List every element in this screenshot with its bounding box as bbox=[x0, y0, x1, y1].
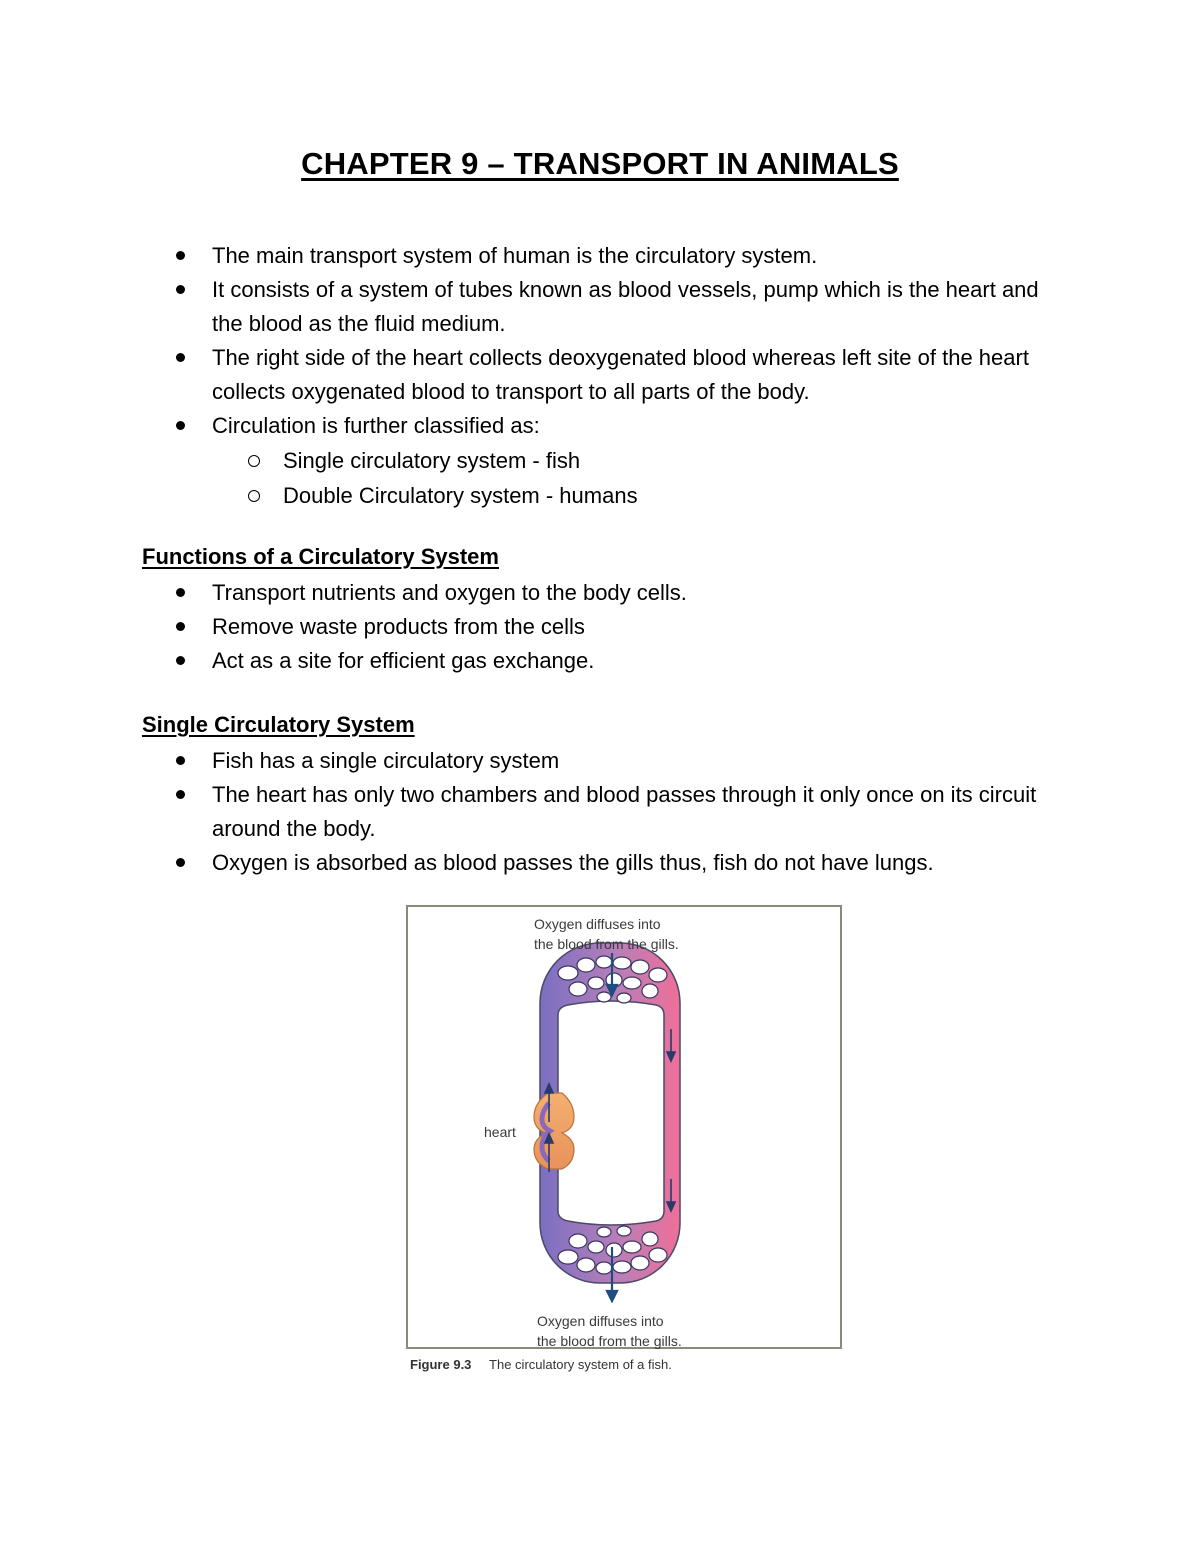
figure-top-label-line2: the blood from the gills. bbox=[534, 936, 679, 952]
figure-bottom-label-line2: the blood from the gills. bbox=[537, 1333, 682, 1349]
intro-bullet-list bbox=[0, 239, 1200, 513]
list-item: Fish has a single circulatory system bbox=[0, 744, 1200, 778]
list-item: The heart has only two chambers and blood passes through it only once on its circuit around the body. bbox=[0, 778, 1200, 846]
functions-bullet-list bbox=[0, 576, 1200, 678]
figure-caption-text: The circulatory system of a fish. bbox=[489, 1357, 672, 1372]
list-item: Remove waste products from the cells bbox=[0, 610, 1200, 644]
section-heading-functions: Functions of a Circulatory System bbox=[142, 544, 499, 569]
list-item: Act as a site for efficient gas exchange. bbox=[0, 644, 1200, 678]
list-item: The main transport system of human is the circulatory system. bbox=[0, 239, 1200, 273]
list-item: Transport nutrients and oxygen to the body cells. bbox=[0, 576, 1200, 610]
fish-circulation-diagram bbox=[408, 907, 844, 1351]
heart-label: heart bbox=[484, 1124, 516, 1140]
list-item-text: Circulation is further classified as: bbox=[212, 413, 540, 438]
fish-circulatory-figure bbox=[406, 905, 842, 1349]
sub-list-item: Double Circulatory system - humans bbox=[212, 478, 1060, 513]
list-item bbox=[0, 409, 1200, 513]
list-item: Oxygen is absorbed as blood passes the gills thus, fish do not have lungs. bbox=[0, 846, 1200, 880]
figure-caption-number: Figure 9.3 bbox=[410, 1357, 472, 1372]
list-item: The right side of the heart collects deoxygenated blood whereas left site of the heart collects oxygenated blood to transport to all parts of the body. bbox=[0, 341, 1200, 409]
section-heading-single-circulatory: Single Circulatory System bbox=[142, 712, 415, 737]
figure-top-label-line1: Oxygen diffuses into bbox=[534, 916, 661, 932]
figure-bottom-label bbox=[537, 1311, 682, 1351]
sub-list-item: Single circulatory system - fish bbox=[212, 443, 1060, 478]
figure-top-label bbox=[534, 914, 679, 954]
sub-bullet-list bbox=[212, 443, 1060, 513]
page-title: CHAPTER 9 – TRANSPORT IN ANIMALS bbox=[301, 146, 899, 181]
list-item: It consists of a system of tubes known as blood vessels, pump which is the heart and the blood as the fluid medium. bbox=[0, 273, 1200, 341]
single-bullet-list bbox=[0, 744, 1200, 880]
figure-caption bbox=[410, 1357, 672, 1372]
figure-bottom-label-line1: Oxygen diffuses into bbox=[537, 1313, 664, 1329]
